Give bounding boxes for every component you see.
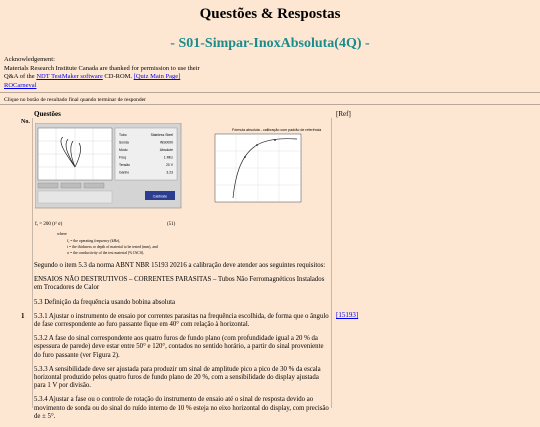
panel-row-label: Tensão	[119, 163, 130, 167]
question-text	[34, 262, 330, 427]
ack-line-3-prefix: Q&A of the	[4, 73, 37, 80]
paragraph-5-3-4: 5.3.4 Ajustar a fase ou o controle de rotação do instrumento de ensaio até o sinal de resposta devido ao movimento de sonda ou do sinal do ruído interno de 10 % esteja no eixo horizontal do display, com precisão de ± 5°.	[34, 396, 329, 420]
divider-top	[0, 92, 540, 93]
formula-number: (51)	[167, 222, 176, 227]
paragraph-5-3-1: 5.3.1 Ajustar o instrumento de ensaio por correntes parasitas na frequência escolhida, de forma que o ângulo de fase correspondente ao furo passante fique em 40° com relação à horizontal.	[34, 312, 329, 329]
panel-row-value: 20 V	[166, 163, 173, 167]
formula-where: where	[57, 231, 67, 236]
ack-line-3-mid: CD-ROM.	[102, 73, 134, 80]
paragraph-standard: ENSAIOS NÃO DESTRUTIVOS – CORRENTES PARASITAS – Tubos Não Ferromagnéticos Instalados em Trocadores de Calor	[34, 276, 325, 292]
column-header-ref: [Ref]	[336, 110, 351, 118]
ndt-testmaker-link[interactable]: NDT TestMaker software	[36, 73, 103, 80]
question-number: 1	[21, 312, 25, 320]
divider-bottom	[0, 104, 540, 105]
formula-def-2: t = the thickness or depth of material to be tested (mm), and	[67, 245, 158, 249]
paragraph-5-3-2: 5.3.2 A fase do sinal correspondente aos quatro furos de fundo plano (com profundidade igual a 20 % da espessura de parede) deve estar entre 50° e 120°, contados no sentido horário, a partir do sinal proveniente do furo passante (ver Figura 2).	[34, 335, 324, 359]
panel-row-value: INS0000	[159, 140, 173, 145]
formula-def-3: σ = the conductivity of the test material (% IACS).	[67, 251, 145, 255]
panel-row-label: Sonda	[119, 140, 129, 145]
quiz-main-page-link[interactable]: [Quiz Main Page]	[133, 73, 181, 80]
formula: fₐ = 200 (t² σ)	[35, 222, 63, 227]
panel-row-value: 1 Mhz	[163, 155, 173, 160]
panel-row-label: Tubo	[119, 133, 127, 137]
calibrate-button-label: Calibrate	[152, 194, 168, 199]
panel-row-value: Stainless Steel	[150, 133, 173, 137]
panel-row-label: Modo	[119, 148, 128, 152]
formula-def-1: fₐ = the operating frequency (kHz),	[67, 239, 121, 243]
ack-line-3	[4, 73, 304, 82]
column-header-questions: Questões	[34, 110, 61, 118]
page-title: Questões & Respostas	[199, 6, 341, 22]
column-header-number: No.	[21, 119, 30, 125]
quiz-subtitle: - S01-Simpar-InoxAbsoluta(4Q) -	[170, 36, 370, 51]
acknowledgement	[4, 56, 304, 90]
panel-row-value: 3.23	[166, 170, 173, 175]
graph-title: Fórmula absoluta - calibração com padrão de referência	[232, 128, 322, 132]
panel-row-label: Ganho	[119, 170, 130, 175]
instruction-hint: Clique no botão de resultado final quando terminar de responder	[4, 97, 146, 103]
ack-line-1: Acknowledgement:	[4, 56, 55, 63]
question-figure	[35, 123, 327, 261]
rocarneval-link[interactable]: ROCarneval	[4, 81, 37, 89]
paragraph-intro: Segundo o item 5.3 da norma ABNT NBR 15193 20216 a calibração deve atender aos seguintes requisitos:	[34, 262, 326, 269]
reference-link[interactable]: [15193]	[336, 311, 359, 319]
paragraph-section: 5.3 Definição da frequência usando bobina absoluta	[34, 298, 175, 306]
paragraph-5-3-3: 5.3.3 A sensibilidade deve ser ajustada para produzir um sinal de amplitude pico a pico de 30 % da escala horizontal produzido pelos quatro furos de fundo plano de 20 %, com a sensibilidade do display ajustada para 1 V por divisão.	[34, 365, 321, 390]
panel-row-value: Absolute	[159, 148, 173, 152]
ack-line-2: Materials Research Institute Canada are thanked for permission to use their	[4, 64, 200, 72]
panel-row-label: Freq	[119, 155, 126, 160]
